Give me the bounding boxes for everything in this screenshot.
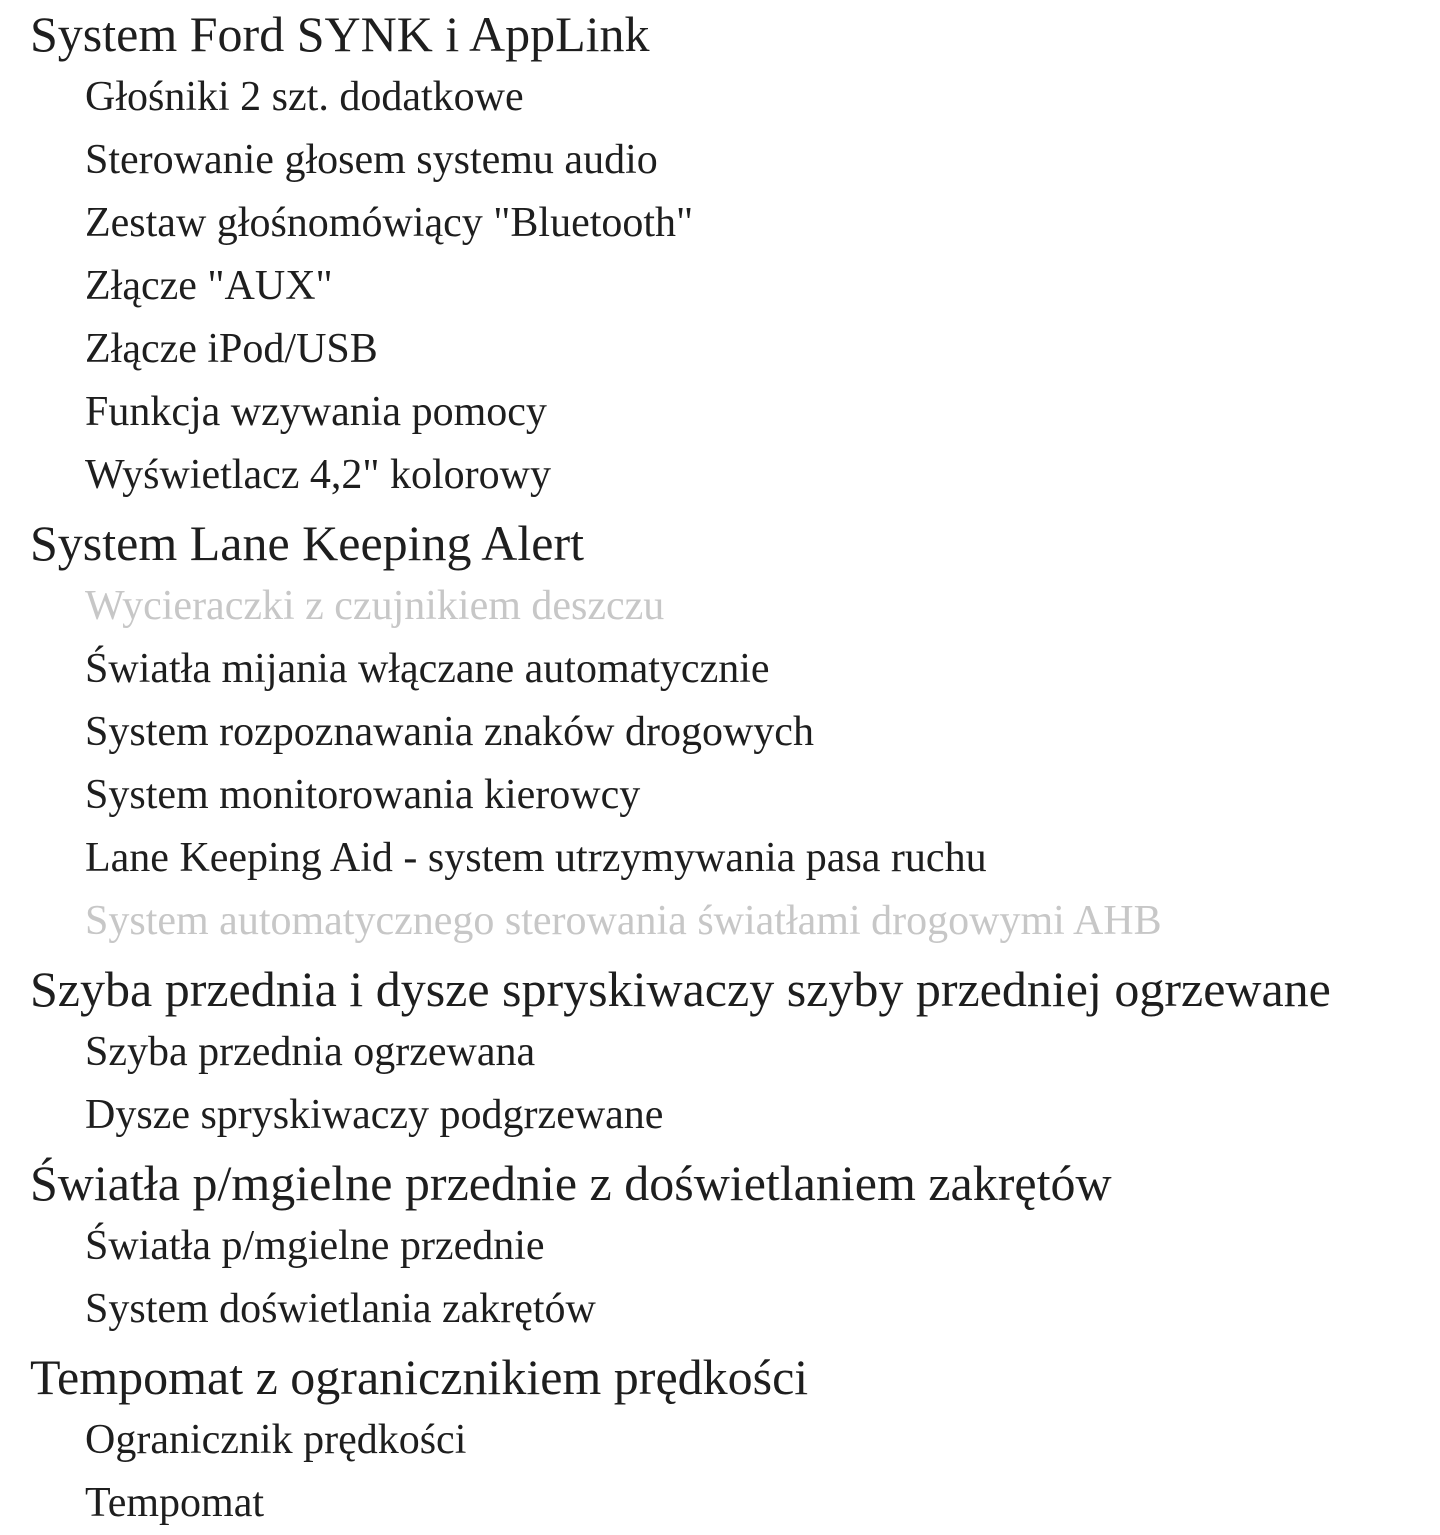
feature-item: Zestaw głośnomówiący "Bluetooth" [85, 200, 694, 246]
section-title: Światła p/mgielne przednie z doświetlaniem zakrętów [30, 1155, 1112, 1211]
feature-item: Lane Keeping Aid - system utrzymywania pasa ruchu [85, 835, 987, 881]
section-title: Tempomat z ogranicznikiem prędkości [30, 1349, 809, 1405]
feature-item: Światła mijania włączane automatycznie [85, 646, 770, 692]
feature-item: System rozpoznawania znaków drogowych [85, 709, 814, 755]
feature-item: Głośniki 2 szt. dodatkowe [85, 74, 524, 120]
feature-item: Światła p/mgielne przednie [85, 1223, 545, 1269]
section-title: Szyba przednia i dysze spryskiwaczy szyby przedniej ogrzewane [30, 961, 1331, 1017]
feature-item-clipped: Tempomat [85, 1480, 265, 1526]
section-title: System Ford SYNK i AppLink [30, 6, 650, 62]
section-heated-windscreen [30, 957, 1440, 1147]
feature-item: Sterowanie głosem systemu audio [85, 137, 658, 183]
feature-item: Złącze "AUX" [85, 263, 333, 309]
section-cruise-control [30, 1345, 1440, 1535]
section-ford-synk [30, 2, 1440, 507]
section-title: System Lane Keeping Alert [30, 515, 585, 571]
section-fog-lights [30, 1151, 1440, 1341]
feature-item: System doświetlania zakrętów [85, 1286, 596, 1332]
feature-item-unavailable: Wycieraczki z czujnikiem deszczu [85, 583, 665, 629]
feature-item: Funkcja wzywania pomocy [85, 389, 547, 435]
feature-item: System monitorowania kierowcy [85, 772, 641, 818]
feature-item: Złącze iPod/USB [85, 326, 378, 372]
section-lane-keeping [30, 511, 1440, 953]
feature-item: Szyba przednia ogrzewana [85, 1029, 536, 1075]
feature-item: Dysze spryskiwaczy podgrzewane [85, 1092, 664, 1138]
feature-item: Wyświetlacz 4,2" kolorowy [85, 452, 551, 498]
feature-item-unavailable: System automatycznego sterowania światłami drogowymi AHB [85, 898, 1162, 944]
feature-item: Ogranicznik prędkości [85, 1417, 467, 1463]
